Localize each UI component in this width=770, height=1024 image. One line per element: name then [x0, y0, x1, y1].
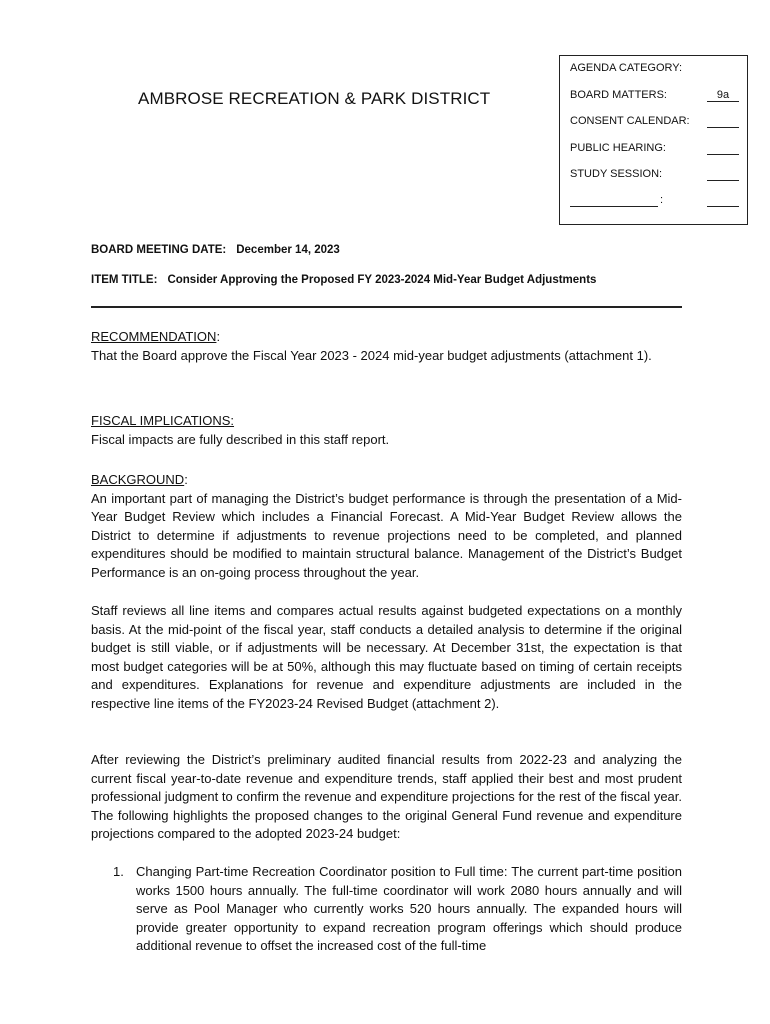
background-paragraph-2: Staff reviews all line items and compares actual results against budgeted expectations on a monthly basis. At the mid-point of the fiscal year, staff conducts a detailed analysis to determine if the original budget is still viable, or if adjustments will be necessary. At December 31st, the expectation is that most budget categories will be at 50%, although this may fluctuate based on timing of certain receipts and expenditures. Explanations for revenue and expenditure adjustments are included in the respective line items of the FY2023-24 Revised Budget (attachment 2). [91, 603, 682, 711]
background-paragraph-3-block [91, 751, 682, 844]
agenda-title: AGENDA CATEGORY: [570, 62, 683, 74]
agenda-row-value [707, 168, 739, 181]
agenda-row-label: PUBLIC HEARING: [570, 142, 666, 154]
agenda-row-label: STUDY SESSION: [570, 168, 663, 180]
agenda-row-value [707, 142, 739, 155]
meeting-date-label: BOARD MEETING DATE: [91, 244, 227, 256]
agenda-row-study-session [570, 168, 739, 182]
item-title-value: Consider Approving the Proposed FY 2023-2024 Mid-Year Budget Adjustments [167, 274, 597, 286]
agenda-row-value [707, 115, 739, 128]
agenda-row-blank-label [570, 194, 658, 207]
meeting-date-value: December 14, 2023 [236, 244, 340, 256]
recommendation-section [91, 328, 682, 365]
list-item-number: 1. [113, 864, 124, 879]
recommendation-colon: : [216, 329, 221, 344]
recommendation-text: That the Board approve the Fiscal Year 2023 - 2024 mid-year budget adjustments (attachment 1). [91, 347, 652, 363]
agenda-category-box [559, 55, 748, 225]
fiscal-heading: FISCAL IMPLICATIONS: [91, 413, 235, 428]
fiscal-text: Fiscal impacts are fully described in this staff report. [91, 431, 390, 447]
agenda-row-public-hearing [570, 142, 739, 156]
item-title [91, 274, 596, 286]
list-item-text: Changing Part-time Recreation Coordinator position to Full time: The current part-time position works 1500 hours annually. The full-time coordinator will work 2080 hours annually and will serve as Pool Manager who currently works 520 hours annually. The expanded hours will provide greater opportunity to expand recreation program offerings which should produce additional revenue to offset the increased cost of the full-time [136, 864, 682, 954]
background-paragraph-2-block [91, 602, 682, 714]
agenda-row-blank [570, 194, 739, 208]
background-section [91, 471, 682, 583]
agenda-row-consent-calendar [570, 115, 739, 129]
agenda-title-row [570, 62, 739, 76]
fiscal-implications-section [91, 412, 682, 449]
background-paragraph-1: An important part of managing the District’s budget performance is through the presentation of a Mid-Year Budget Review which includes a Financial Forecast. A Mid-Year Budget Review allows the District to determine if adjustments to revenue projections need to be completed, and planned expenditures should be modified to maintain structural balance. Management of the District’s Budget Performance is an on-going process throughout the year. [91, 490, 682, 580]
list-item [113, 863, 682, 956]
agenda-row-blank-colon: : [660, 194, 664, 206]
background-heading: BACKGROUND [91, 472, 185, 487]
organization-name: AMBROSE RECREATION & PARK DISTRICT [138, 89, 491, 108]
agenda-row-value: 9a [707, 89, 739, 102]
horizontal-divider [91, 306, 682, 308]
agenda-row-label: BOARD MATTERS: [570, 89, 667, 101]
background-colon: : [184, 472, 188, 487]
agenda-row-board-matters [570, 89, 739, 103]
board-meeting-date [91, 244, 340, 256]
agenda-row-value [707, 194, 739, 207]
item-title-label: ITEM TITLE: [91, 274, 158, 286]
recommendation-heading: RECOMMENDATION [91, 329, 217, 344]
agenda-row-label: CONSENT CALENDAR: [570, 115, 690, 127]
background-paragraph-3: After reviewing the District’s preliminary audited financial results from 2022-23 and analyzing the current fiscal year-to-date revenue and expenditure trends, staff applied their best and most prudent professional judgment to confirm the revenue and expenditure projections for the rest of the fiscal year. The following highlights the proposed changes to the original General Fund revenue and expenditure projections compared to the adopted 2023-24 budget: [91, 752, 682, 842]
